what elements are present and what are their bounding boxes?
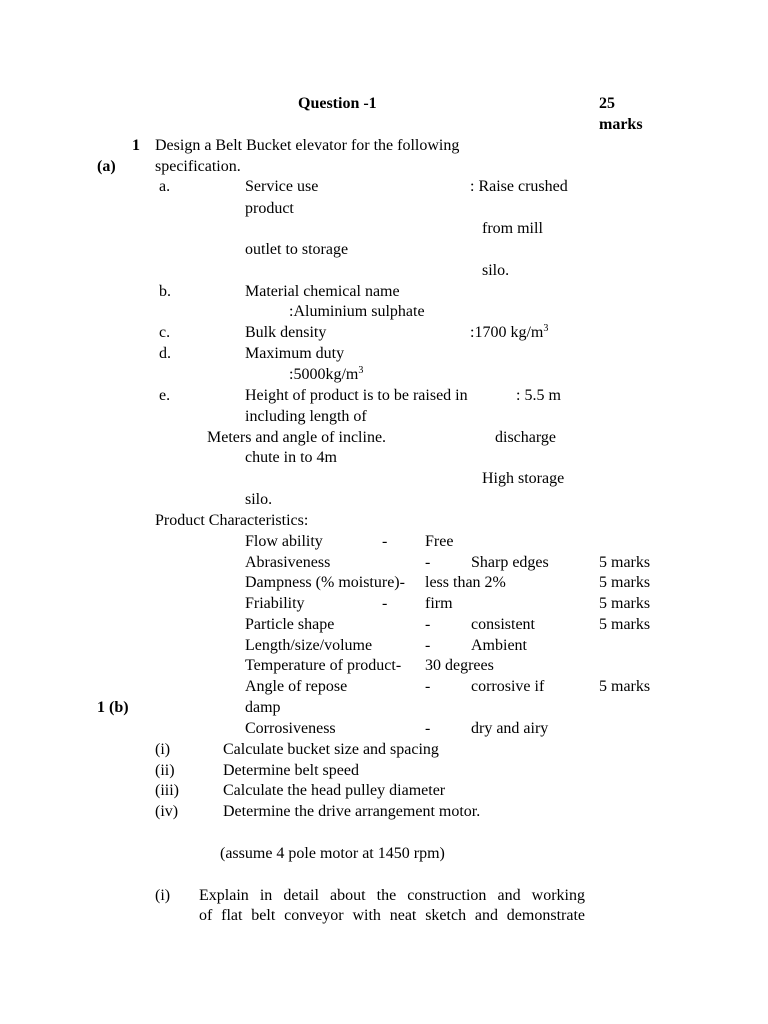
item-c-letter: c.: [159, 324, 171, 341]
characteristic-value: Ambient: [471, 637, 527, 654]
item-d-letter: d.: [159, 345, 171, 362]
characteristic-dash: -: [382, 533, 388, 550]
characteristic-value: dry and airy: [471, 720, 549, 737]
part-b-line-1: Explain in detail about the construction and working: [199, 887, 585, 904]
item-e-line-2: including length of: [245, 408, 367, 425]
part-b-sub-number: (i): [155, 887, 171, 904]
marks-label: 5 marks: [599, 678, 651, 695]
item-c-label: Bulk density: [245, 324, 327, 341]
intro-line-1: Design a Belt Bucket elevator for the following: [155, 137, 460, 154]
characteristic-name: Flow ability: [245, 533, 323, 550]
characteristic-name: Friability: [245, 595, 305, 612]
item-e-line-3-right: discharge: [495, 429, 557, 446]
product-characteristics-heading: Product Characteristics:: [155, 512, 309, 529]
item-e-label: Height of product is to be raised in: [245, 387, 468, 404]
characteristic-value: consistent: [471, 616, 535, 633]
item-d-value-text: :5000kg/m: [289, 366, 359, 383]
characteristic-name: Corrosiveness: [245, 720, 336, 737]
item-e-value: : 5.5 m: [516, 387, 561, 404]
characteristic-value: 30 degrees: [425, 657, 494, 674]
characteristic-value: Sharp edges: [471, 554, 549, 571]
characteristic-name: Dampness (% moisture)-: [245, 574, 405, 591]
characteristic-name: Length/size/volume: [245, 637, 373, 654]
item-e-line-4: chute in to 4m: [245, 449, 337, 466]
characteristic-name: Angle of repose: [245, 678, 348, 695]
task-number: (iv): [155, 803, 179, 820]
item-e-line-6: silo.: [245, 491, 273, 508]
characteristic-dash: -: [382, 595, 388, 612]
characteristic-dash: -: [425, 637, 431, 654]
marks-label: 5 marks: [599, 554, 651, 571]
item-c-value: [470, 323, 548, 343]
task-text: Calculate the head pulley diameter: [223, 782, 446, 799]
characteristic-value: Free: [425, 533, 454, 550]
total-marks-word: marks: [599, 116, 643, 133]
intro-line-2: specification.: [155, 158, 241, 175]
item-a-value-1: : Raise crushed: [470, 178, 568, 195]
item-a-value-2: from mill: [482, 220, 543, 237]
question-number: 1: [132, 137, 140, 154]
marks-label: 5 marks: [599, 595, 651, 612]
task-text: Calculate bucket size and spacing: [223, 741, 439, 758]
part-b-label: 1 (b): [97, 699, 129, 716]
marks-label: 5 marks: [599, 574, 651, 591]
item-e-line-3-left: Meters and angle of incline.: [207, 429, 387, 446]
assumption-note: (assume 4 pole motor at 1450 rpm): [220, 845, 445, 862]
question-title: Question -1: [298, 95, 377, 112]
task-number: (ii): [155, 762, 175, 779]
item-d-value: [289, 365, 363, 385]
item-c-superscript: 3: [543, 323, 549, 334]
item-a-label: Service use: [245, 178, 319, 195]
part-b-line-2: of flat belt conveyor with neat sketch and demonstrate: [199, 907, 585, 924]
item-e-letter: e.: [159, 387, 171, 404]
item-a-value-3: silo.: [482, 262, 510, 279]
item-d-superscript: 3: [358, 365, 364, 376]
characteristic-value: corrosive if: [471, 678, 545, 695]
characteristic-name: Particle shape: [245, 616, 335, 633]
item-e-line-5: High storage: [482, 470, 565, 487]
item-a-label-cont-1: product: [245, 200, 294, 217]
item-a-letter: a.: [159, 178, 171, 195]
task-text: Determine belt speed: [223, 762, 359, 779]
part-a-label: (a): [97, 158, 116, 175]
item-c-value-text: :1700 kg/m: [470, 324, 544, 341]
task-number: (iii): [155, 782, 179, 799]
characteristic-name: Abrasiveness: [245, 554, 331, 571]
characteristic-dash: -: [425, 616, 431, 633]
characteristic-value: less than 2%: [425, 574, 506, 591]
characteristic-name: Temperature of product-: [245, 657, 402, 674]
characteristic-value: firm: [425, 595, 453, 612]
total-marks-number: 25: [599, 95, 615, 112]
characteristic-dash: -: [425, 720, 431, 737]
item-a-label-cont-2: outlet to storage: [245, 241, 349, 258]
item-d-label: Maximum duty: [245, 345, 345, 362]
item-b-value: :Aluminium sulphate: [289, 303, 425, 320]
characteristic-dash: -: [425, 554, 431, 571]
task-number: (i): [155, 741, 171, 758]
item-b-letter: b.: [159, 283, 171, 300]
characteristic-dash: -: [425, 678, 431, 695]
item-b-label: Material chemical name: [245, 283, 400, 300]
characteristic-name: damp: [245, 699, 281, 716]
task-text: Determine the drive arrangement motor.: [223, 803, 481, 820]
marks-label: 5 marks: [599, 616, 651, 633]
